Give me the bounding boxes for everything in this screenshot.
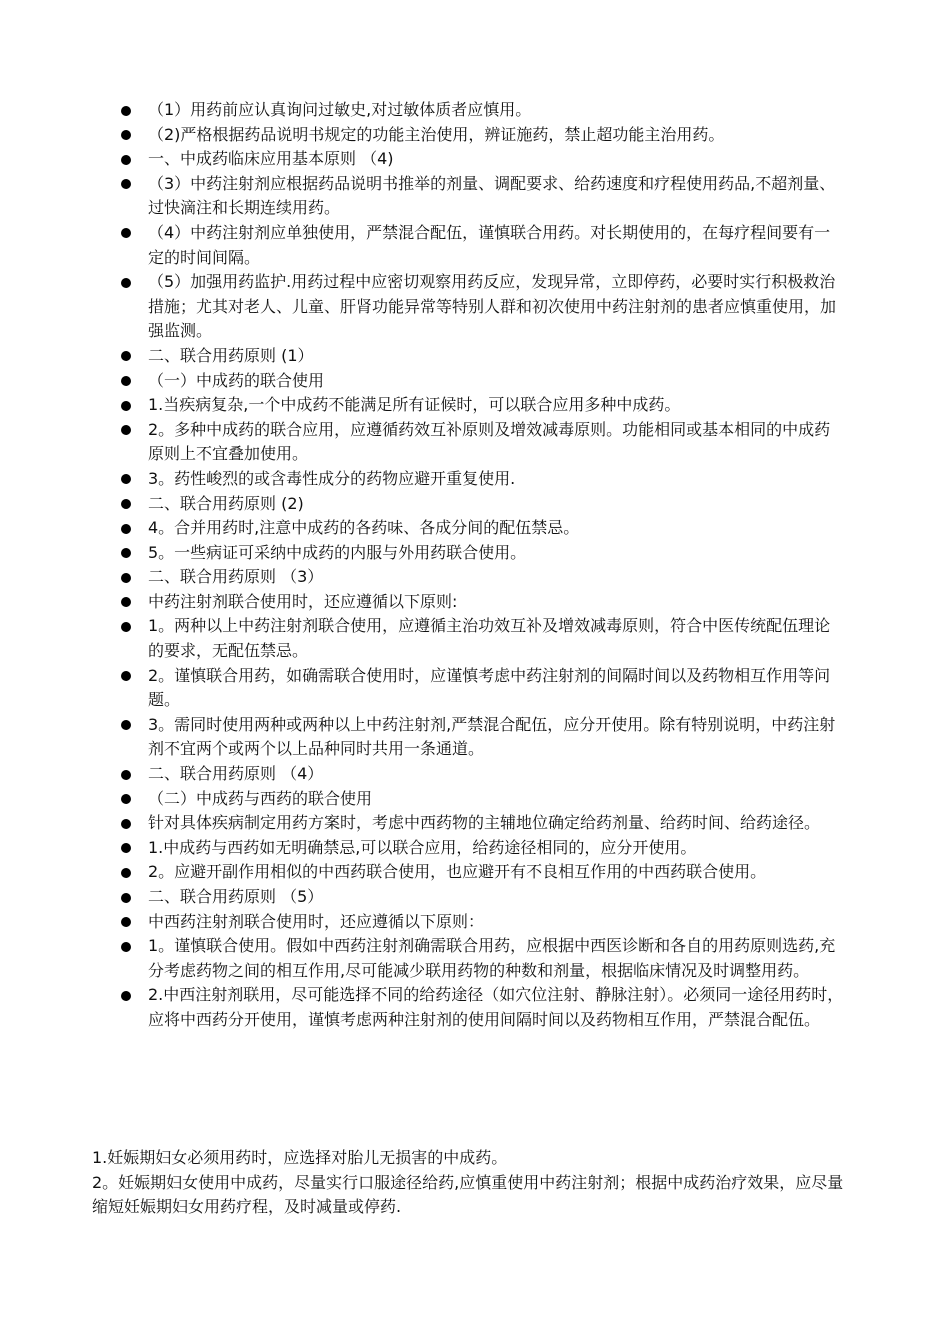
bullet-dot-icon — [121, 671, 131, 681]
list-item — [116, 787, 844, 812]
list-item-text: 1。两种以上中药注射剂联合使用，应遵循主治功效互补及增效减毒原则，符合中医传统配伍理论的要求，无配伍禁忌。 — [148, 616, 831, 661]
list-item-text: （1）用药前应认真询问过敏史,对过敏体质者应慎用。 — [148, 100, 532, 119]
list-item — [116, 541, 844, 566]
list-item-text: 中药注射剂联合使用时，还应遵循以下原则: — [148, 591, 458, 611]
bullet-dot-icon — [121, 106, 131, 116]
list-item — [116, 811, 844, 836]
bullet-dot-icon — [121, 155, 131, 165]
list-item — [116, 836, 844, 861]
bullet-dot-icon — [121, 942, 131, 952]
bullet-dot-icon — [121, 179, 131, 189]
list-item — [116, 123, 844, 148]
list-item-text: 2.中西注射剂联用，尽可能选择不同的给药途径（如穴位注射、静脉注射）。必须同一途径用药时，应将中西药分开使用，谨慎考虑两种注射剂的使用间隔时间以及药物相互作用，严禁混合配伍。 — [148, 985, 844, 1029]
list-item — [116, 369, 844, 394]
list-item — [116, 983, 844, 1032]
bullet-dot-icon — [121, 917, 131, 927]
list-item — [116, 344, 844, 369]
list-item — [116, 614, 844, 663]
bullet-dot-icon — [121, 720, 131, 730]
bullet-dot-icon — [121, 794, 131, 804]
list-item — [116, 492, 844, 517]
list-item — [116, 910, 844, 935]
bullet-dot-icon — [121, 474, 131, 484]
list-item-text: 中西药注射剂联合使用时，还应遵循以下原则： — [148, 911, 485, 931]
list-item — [116, 860, 844, 885]
list-item-text: 4。合并用药时,注意中成药的各药味、各成分间的配伍禁忌。 — [148, 518, 580, 538]
list-item-text: （二）中成药与西药的联合使用 — [148, 788, 373, 808]
bullet-dot-icon — [121, 991, 131, 1001]
list-item — [116, 664, 844, 713]
paragraph: 2。妊娠期妇女使用中成药，尽量实行口服途径给药,应慎重使用中药注射剂；根据中成药治疗效果，应尽量缩短妊娠期妇女用药疗程，及时减量或停药. — [92, 1172, 844, 1217]
list-item — [116, 934, 844, 983]
bullet-dot-icon — [121, 843, 131, 853]
bullet-dot-icon — [121, 573, 131, 583]
list-item-text: （2)严格根据药品说明书规定的功能主治使用，辨证施药，禁止超功能主治用药。 — [148, 124, 725, 144]
list-item-text: 二、联合用药原则 (2) — [148, 493, 304, 513]
bullet-dot-icon — [121, 819, 131, 829]
list-item-text: 1.当疾病复杂,一个中成药不能满足所有证候时，可以联合应用多种中成药。 — [148, 395, 681, 415]
list-item — [116, 516, 844, 541]
list-item — [116, 172, 844, 221]
list-item-text: 2。谨慎联合用药，如确需联合使用时，应谨慎考虑中药注射剂的间隔时间以及药物相互作用等问题。 — [148, 665, 831, 710]
list-item — [116, 467, 844, 492]
bullet-dot-icon — [121, 868, 131, 878]
list-item-text: 二、联合用药原则 （4） — [148, 764, 324, 784]
bullet-dot-icon — [121, 524, 131, 534]
bullet-dot-icon — [121, 499, 131, 509]
bullet-dot-icon — [121, 130, 131, 140]
bullet-dot-icon — [121, 278, 131, 288]
list-item-text: 5。一些病证可采纳中成药的内服与外用药联合使用。 — [148, 542, 527, 562]
list-item-text: 2。多种中成药的联合应用，应遵循药效互补原则及增效减毒原则。功能相同或基本相同的中成药原则上不宜叠加使用。 — [148, 419, 831, 464]
bullet-dot-icon — [121, 401, 131, 411]
list-item — [116, 147, 844, 172]
bullet-dot-icon — [121, 893, 131, 903]
paragraph: 1.妊娠期妇女必须用药时，应选择对胎儿无损害的中成药。 — [92, 1148, 508, 1167]
closing-paragraphs — [92, 1146, 844, 1220]
list-item — [116, 98, 844, 123]
bullet-dot-icon — [121, 548, 131, 558]
bullet-dot-icon — [121, 351, 131, 361]
bullet-dot-icon — [121, 622, 131, 632]
list-item — [116, 590, 844, 615]
list-item — [116, 565, 844, 590]
list-item-text: 1.中成药与西药如无明确禁忌,可以联合应用，给药途径相同的，应分开使用。 — [148, 837, 697, 857]
bullet-dot-icon — [121, 425, 131, 435]
bullet-dot-icon — [121, 770, 131, 780]
list-item — [116, 885, 844, 910]
list-item-text: （一）中成药的联合使用 — [148, 370, 325, 390]
list-item-text: （5）加强用药监护.用药过程中应密切观察用药反应，发现异常，立即停药，必要时实行积极救治措施；尤其对老人、儿童、肝肾功能异常等特别人群和初次使用中药注射剂的患者应慎重使用，加强监测。 — [148, 272, 837, 341]
list-item-text: 1。谨慎联合使用。假如中西药注射剂确需联合用药，应根据中西医诊断和各自的用药原则选药,充分考虑药物之间的相互作用,尽可能减少联用药物的种数和剂量，根据临床情况及时调整用药。 — [148, 936, 836, 980]
list-item — [116, 221, 844, 270]
list-item-text: 二、联合用药原则 （3） — [148, 567, 324, 587]
list-item-text: 3。需同时使用两种或两种以上中药注射剂,严禁混合配伍，应分开使用。除有特别说明，中药注射剂不宜两个或两个以上品种同时共用一条通道。 — [148, 714, 836, 759]
list-item — [116, 762, 844, 787]
bullet-list — [116, 98, 844, 1033]
list-item — [116, 393, 844, 418]
list-item-text: 2。应避开副作用相似的中西药联合使用，也应避开有不良相互作用的中西药联合使用。 — [148, 862, 767, 882]
bullet-dot-icon — [121, 376, 131, 386]
list-item-text: 一、中成药临床应用基本原则 （4) — [148, 149, 394, 169]
list-item-text: 二、联合用药原则 (1） — [148, 345, 314, 365]
list-item-text: 3。药性峻烈的或含毒性成分的药物应避开重复使用. — [148, 468, 516, 488]
list-item-text: （4）中药注射剂应单独使用，严禁混合配伍，谨慎联合用药。对长期使用的，在每疗程间要有一定的时间间隔。 — [148, 222, 831, 267]
list-item — [116, 418, 844, 467]
list-item-text: 二、联合用药原则 （5） — [148, 887, 324, 906]
list-item-text: （3）中药注射剂应根据药品说明书推举的剂量、调配要求、给药速度和疗程使用药品,不超剂量、过快滴注和长期连续用药。 — [148, 173, 836, 218]
bullet-dot-icon — [121, 597, 131, 607]
list-item-text: 针对具体疾病制定用药方案时，考虑中西药物的主辅地位确定给药剂量、给药时间、给药途径。 — [148, 813, 821, 833]
list-item — [116, 270, 844, 344]
bullet-dot-icon — [121, 228, 131, 238]
list-item — [116, 713, 844, 762]
